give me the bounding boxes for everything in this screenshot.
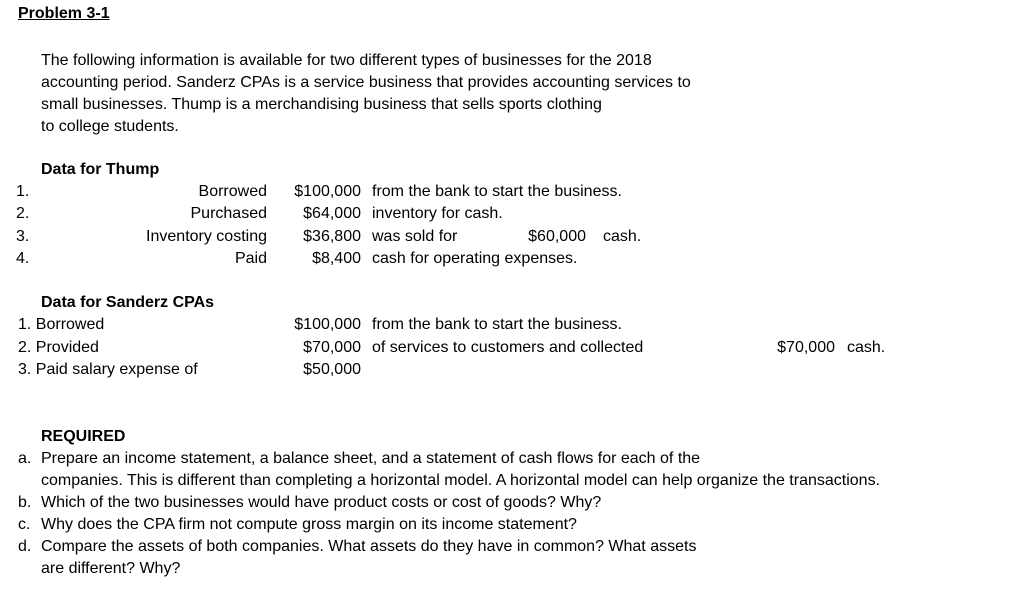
row-amount: $70,000	[303, 339, 361, 356]
item-text: Prepare an income statement, a balance sheet, and a statement of cash flows for each of the	[41, 450, 701, 467]
row-number: 4.	[16, 250, 30, 267]
intro-line: The following information is available for two different types of businesses for the 2018	[41, 52, 652, 69]
required-item	[18, 514, 880, 536]
row-number: 2.	[16, 205, 30, 222]
problem-title: Problem 3-1	[18, 5, 110, 22]
row-description: inventory for cash.	[372, 205, 503, 222]
row-verb: Borrowed	[198, 183, 267, 200]
row-verb: Paid	[234, 250, 267, 267]
row-verb: Purchased	[190, 205, 267, 222]
row-description: was sold for	[372, 228, 458, 245]
row-label: 3. Paid salary expense of	[18, 361, 198, 378]
row-label: 2. Provided	[18, 339, 99, 356]
row-amount: $100,000	[294, 316, 361, 333]
row-amount: $64,000	[303, 205, 361, 222]
row-amount: $100,000	[294, 183, 361, 200]
row-verb: Inventory costing	[146, 228, 267, 245]
row-number: 1.	[16, 183, 30, 200]
intro-line: small businesses. Thump is a merchandising business that sells sports clothing	[41, 96, 602, 113]
sanderz-heading: Data for Sanderz CPAs	[41, 294, 215, 311]
item-text: companies. This is different than completing a horizontal model. A horizontal model can help organize the transactions.	[41, 472, 881, 489]
row-amount-secondary: $60,000	[528, 228, 586, 245]
item-text: Which of the two businesses would have product costs or cost of goods? Why?	[41, 494, 602, 511]
thump-heading: Data for Thump	[41, 161, 160, 178]
row-description: of services to customers and collected	[372, 339, 644, 356]
required-item	[18, 536, 880, 558]
row-amount-secondary: $70,000	[777, 339, 835, 356]
required-item-continuation	[18, 470, 880, 492]
item-letter: d.	[18, 538, 32, 555]
row-amount: $36,800	[303, 228, 361, 245]
row-amount: $50,000	[303, 361, 361, 378]
item-text: Why does the CPA firm not compute gross margin on its income statement?	[41, 516, 577, 533]
required-item	[18, 492, 880, 514]
row-label: 1. Borrowed	[18, 316, 105, 333]
required-heading: REQUIRED	[41, 428, 126, 445]
row-number: 3.	[16, 228, 30, 245]
item-text: are different? Why?	[41, 560, 181, 577]
item-letter: b.	[18, 494, 32, 511]
intro-paragraph	[41, 50, 691, 138]
intro-line: to college students.	[41, 118, 179, 135]
row-description: from the bank to start the business.	[372, 316, 622, 333]
intro-line: accounting period. Sanderz CPAs is a service business that provides accounting services to	[41, 74, 691, 91]
row-description-secondary: cash.	[847, 339, 886, 356]
item-letter: c.	[18, 516, 31, 533]
item-text: Compare the assets of both companies. What assets do they have in common? What assets	[41, 538, 697, 555]
required-item	[18, 448, 880, 470]
row-description: cash for operating expenses.	[372, 250, 578, 267]
required-item-continuation	[18, 558, 880, 580]
row-amount: $8,400	[312, 250, 361, 267]
row-description: from the bank to start the business.	[372, 183, 622, 200]
required-section	[18, 426, 880, 580]
row-description-secondary: cash.	[603, 228, 642, 245]
item-letter: a.	[18, 450, 32, 467]
